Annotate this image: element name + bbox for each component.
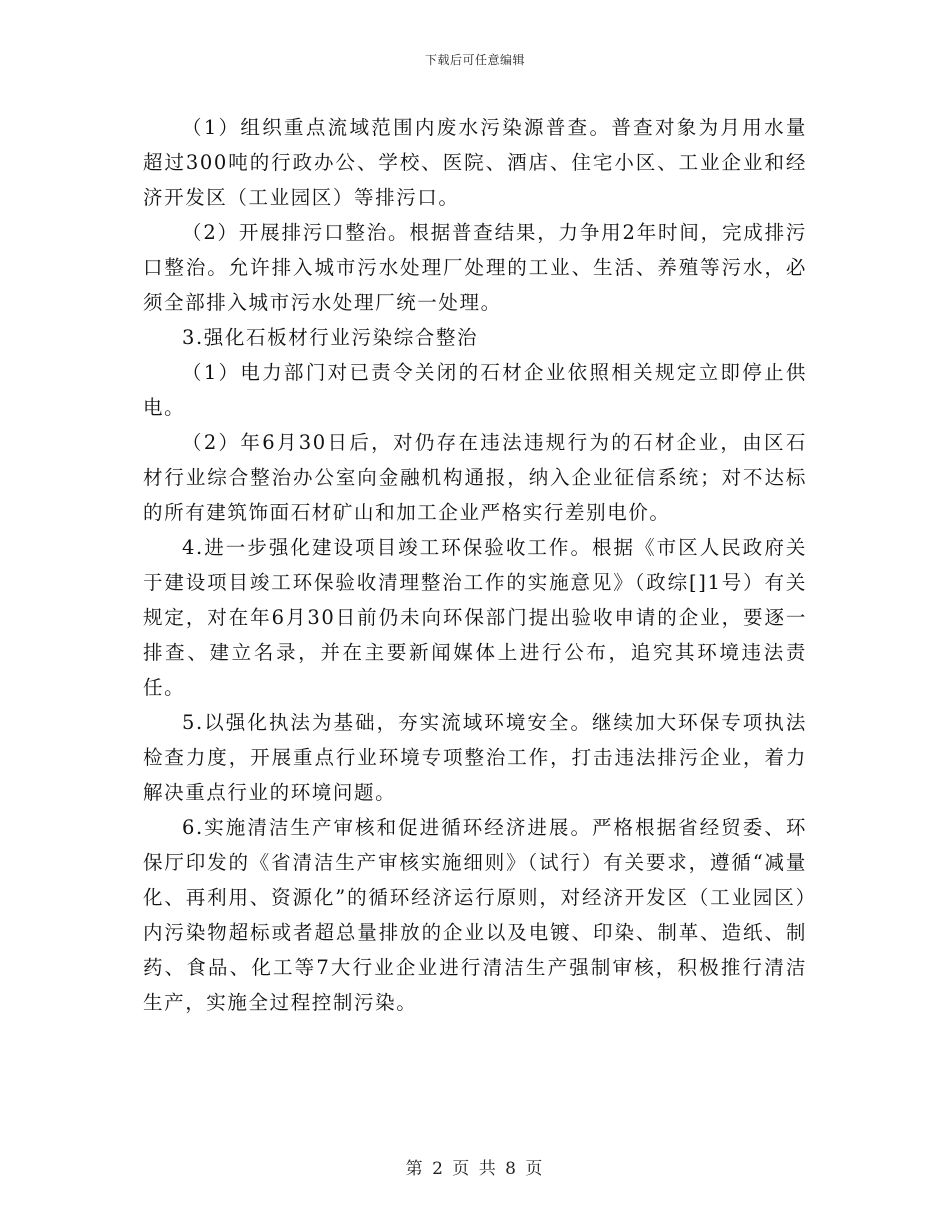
paragraph-6: 6.实施清洁生产审核和促进循环经济进展。严格根据省经贸委、环保厅印发的《省清洁生产审核实施细则》（试行）有关要求，遵循“减量化、再利用、资源化”的循环经济运行原则，对经济开发区（工业园区）内污染物超标或者超总量排放的企业以及电镀、印染、制革、造纸、制药、食品、化工等7大行业企业进行清洁生产强制审核，积极推行清洁生产，实施全过程控制污染。: [143, 816, 807, 1014]
paragraph-3-1: （1）电力部门对已责令关闭的石材企业依照相关规定立即停止供电。: [143, 361, 807, 419]
paragraph-2: （2）开展排污口整治。根据普查结果，力争用2年时间，完成排污口整治。允许排入城市污水处理厂处理的工业、生活、养殖等污水，必须全部排入城市污水处理厂统一处理。: [143, 221, 807, 314]
paragraph-3-2: （2）年6月30日后，对仍存在违法违规行为的石材企业，由区石材行业综合整治办公室向金融机构通报，纳入企业征信系统；对不达标的所有建筑饰面石材矿山和加工企业严格实行差别电价。: [143, 431, 807, 524]
page-number: 第 2 页 共 8 页: [405, 1159, 545, 1179]
paragraph-1: （1）组织重点流域范围内废水污染源普查。普查对象为月用水量超过300吨的行政办公、学校、医院、酒店、住宅小区、工业企业和经济开发区（工业园区）等排污口。: [143, 116, 807, 209]
page-header-note: 下载后可任意编辑: [424, 53, 525, 67]
section-heading-3: 3.强化石板材行业污染综合整治: [182, 326, 479, 349]
paragraph-5: 5.以强化执法为基础，夯实流域环境安全。继续加大环保专项执法检查力度，开展重点行业环境专项整治工作，打击违法排污企业，着力解决重点行业的环境问题。: [143, 711, 807, 804]
document-body: [143, 110, 807, 1020]
paragraph-4: 4.进一步强化建设项目竣工环保验收工作。根据《市区人民政府关于建设项目竣工环保验收清理整治工作的实施意见》（政综[]1号）有关规定，对在年6月30日前仍未向环保部门提出验收申请的企业，要逐一排查、建立名录，并在主要新闻媒体上进行公布，追究其环境违法责任。: [143, 536, 807, 699]
